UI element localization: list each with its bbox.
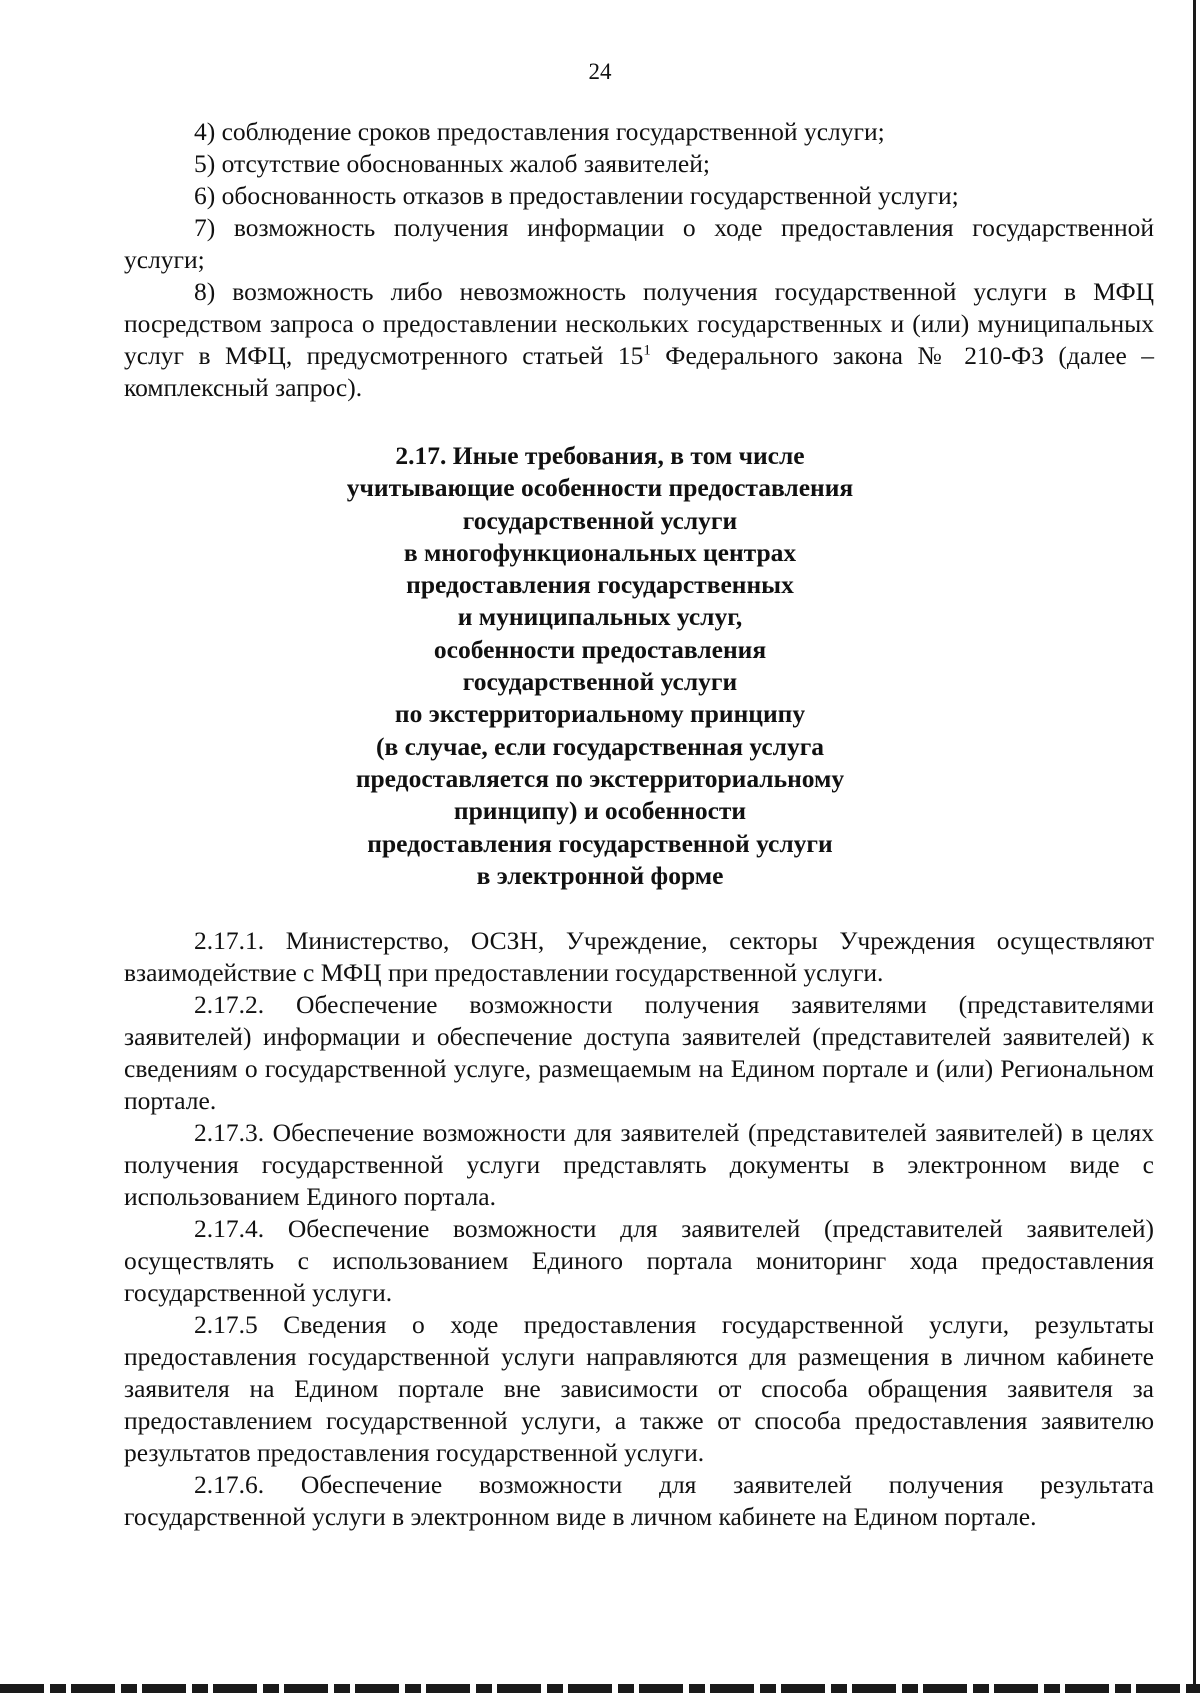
article-superscript: 1	[643, 342, 651, 359]
heading-line: в электронной форме	[476, 860, 724, 890]
heading-line: по экстерриториальному принципу	[394, 699, 806, 729]
scan-edge-line	[1193, 0, 1196, 1693]
criteria-list	[124, 116, 1154, 404]
heading-line: предоставляется по экстерриториальному	[355, 763, 845, 793]
criteria-item-8-text: 8) возможность либо невозможность получения государственной услуги в МФЦ посредством запроса о предоставлении нескольких государственных и (или) муниципальных услуг в МФЦ, предусмотренного статьей 15	[124, 277, 1154, 370]
clause-2-17-4: 2.17.4. Обеспечение возможности для заявителей (представителей заявителей) осуществлять с использованием Единого портала мониторинг хода предоставления государственной услуги.	[124, 1214, 1154, 1307]
criteria-item-6: 6) обоснованность отказов в предоставлении государственной услуги;	[194, 181, 959, 210]
criteria-item-8-tail: Федерального закона № 210-ФЗ (далее – комплексный запрос).	[124, 341, 1154, 402]
heading-line: предоставления государственной услуги	[367, 828, 833, 858]
clause-2-17-3: 2.17.3. Обеспечение возможности для заявителей (представителей заявителей) в целях получения государственной услуги представлять документы в электронном виде с использованием Единого портала.	[124, 1118, 1154, 1211]
section-heading	[300, 440, 900, 892]
heading-line: государственной услуги	[462, 505, 738, 535]
heading-line: государственной услуги	[462, 667, 738, 697]
clause-2-17-6: 2.17.6. Обеспечение возможности для заявителей получения результата государственной услуги в электронном виде в личном кабинете на Едином портале.	[124, 1470, 1154, 1531]
section-body	[124, 925, 1154, 1533]
page-number: 24	[588, 59, 612, 84]
criteria-item-4: 4) соблюдение сроков предоставления государственной услуги;	[194, 117, 885, 146]
clause-2-17-5: 2.17.5 Сведения о ходе предоставления государственной услуги, результаты предоставления государственной услуги направляются для размещения в личном кабинете заявителя на Едином портале вне зависимости от способа обращения заявителя за предоставлением государственной услуги, а также от способа предоставления заявителю результатов предоставления государственной услуги.	[124, 1310, 1154, 1467]
heading-line: в многофункциональных центрах	[403, 537, 797, 567]
heading-line: учитывающие особенности предоставления	[346, 473, 854, 503]
criteria-item-7: 7) возможность получения информации о ходе предоставления государственной услуги;	[124, 213, 1154, 274]
heading-line: предоставления государственных	[406, 570, 794, 600]
heading-line: принципу) и особенности	[453, 796, 747, 826]
criteria-item-8	[124, 276, 1154, 404]
clause-2-17-1: 2.17.1. Министерство, ОСЗН, Учреждение, секторы Учреждения осуществляют взаимодействие с МФЦ при предоставлении государственной услуги.	[124, 926, 1154, 987]
heading-line: особенности предоставления	[433, 634, 767, 664]
criteria-item-5: 5) отсутствие обоснованных жалоб заявителей;	[194, 149, 710, 178]
scan-artifact-bar	[0, 1684, 1200, 1693]
heading-line: (в случае, если государственная услуга	[375, 731, 825, 761]
heading-line: и муниципальных услуг,	[457, 602, 743, 632]
heading-line: 2.17. Иные требования, в том числе	[395, 441, 805, 470]
clause-2-17-2: 2.17.2. Обеспечение возможности получения заявителями (представителями заявителей) информации и обеспечение доступа заявителей (представителей заявителей) к сведениям о государственной услуге, размещаемым на Едином портале и (или) Региональном портале.	[124, 990, 1154, 1115]
